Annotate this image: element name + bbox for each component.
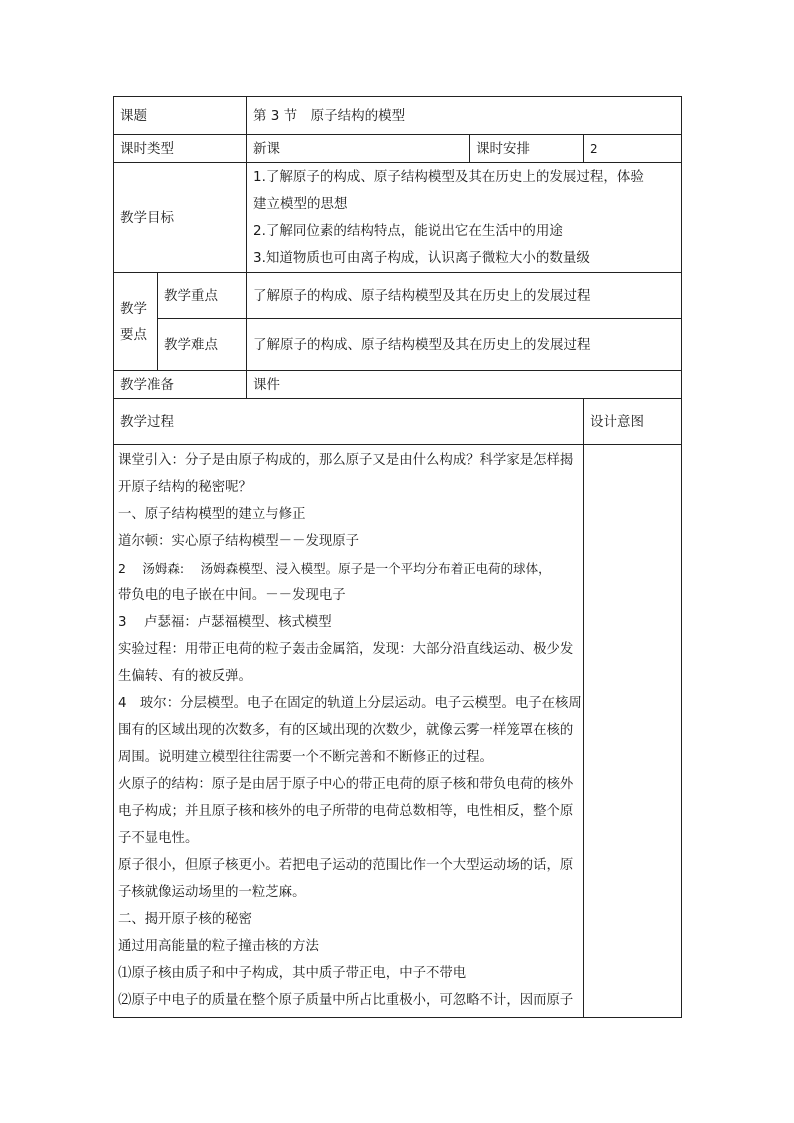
process-line: 围有的区域出现的次数多，有的区域出现的次数少，就像云雾一样笼罩在核的	[118, 723, 574, 738]
process-line: 原子很小，但原子核更小。若把电子运动的范围比作一个大型运动场的话，原	[118, 858, 574, 873]
focus-group-label: 教学 要点	[114, 273, 158, 371]
process-line: 电子构成；并且原子核和核外的电子所带的电荷总数相等，电性相反，整个原	[118, 804, 574, 819]
topic-value: 第 3 节 原子结构的模型	[247, 97, 682, 135]
process-line: 2 汤姆森: 汤姆森模型、浸入模型。原子是一个平均分布着正电荷的球体，	[118, 561, 551, 576]
lesson-type-value: 新课	[247, 135, 470, 163]
schedule-label: 课时安排	[470, 135, 584, 163]
process-line: 子不显电性。	[118, 831, 199, 846]
process-line: 子核就像运动场里的一粒芝麻。	[118, 885, 306, 900]
process-content	[114, 445, 584, 1018]
process-label: 教学过程	[114, 399, 584, 445]
prep-row	[114, 371, 682, 399]
goal-line: 建立模型的思想	[253, 195, 348, 212]
key-point-value: 了解原子的构成、原子结构模型及其在历史上的发展过程	[247, 273, 682, 319]
process-line: 实验过程：用带正电荷的粒子轰击金属箔，发现：大部分沿直线运动、极少发	[118, 642, 574, 657]
goal-line: 2.了解同位素的结构特点，能说出它在生活中的用途	[253, 222, 563, 239]
topic-label: 课题	[114, 97, 247, 135]
process-line: 火原子的结构：原子是由居于原子中心的带正电荷的原子核和带负电荷的核外	[118, 777, 574, 792]
process-line: 二、揭开原子核的秘密	[118, 912, 252, 927]
goals-row	[114, 163, 682, 273]
intent-content	[584, 445, 682, 1018]
goal-line: 3.知道物质也可由离子构成，认识离子微粒大小的数量级	[253, 249, 590, 266]
key-point-label: 教学重点	[158, 273, 247, 319]
lesson-type-row	[114, 135, 682, 163]
topic-row	[114, 97, 682, 135]
prep-value: 课件	[247, 371, 682, 399]
difficult-point-value: 了解原子的构成、原子结构模型及其在历史上的发展过程	[247, 319, 682, 371]
process-line: 4 玻尔：分层模型。电子在固定的轨道上分层运动。电子云模型。电子在核周	[118, 696, 582, 711]
process-line: 一、原子结构模型的建立与修正	[118, 507, 306, 522]
prep-label: 教学准备	[114, 371, 247, 399]
schedule-value: 2	[584, 135, 682, 163]
process-line: 开原子结构的秘密呢？	[118, 480, 252, 495]
goals-label: 教学目标	[114, 163, 247, 273]
process-line: 道尔顿：实心原子结构模型－－发现原子	[118, 534, 360, 549]
lesson-plan-table	[113, 96, 682, 1018]
process-line: 生偏转、有的被反弹。	[118, 669, 252, 684]
difficult-point-label: 教学难点	[158, 319, 247, 371]
lesson-type-label: 课时类型	[114, 135, 247, 163]
intent-label: 设计意图	[584, 399, 682, 445]
process-line: ⑵原子中电子的质量在整个原子质量中所占比重极小，可忽略不计，因而原子	[118, 993, 574, 1008]
key-point-row	[114, 273, 682, 319]
goal-line: 1.了解原子的构成、原子结构模型及其在历史上的发展过程，体验	[253, 168, 644, 185]
process-line: ⑴原子核由质子和中子构成，其中质子带正电，中子不带电	[118, 966, 467, 981]
process-line: 课堂引入：分子是由原子构成的，那么原子又是由什么构成？科学家是怎样揭	[118, 453, 574, 468]
process-body-row	[114, 445, 682, 1018]
process-header-row	[114, 399, 682, 445]
goals-cell	[247, 163, 682, 273]
process-line: 周围。说明建立模型往往需要一个不断完善和不断修正的过程。	[118, 750, 493, 765]
difficult-point-row	[114, 319, 682, 371]
process-line: 通过用高能量的粒子撞击核的方法	[118, 939, 319, 954]
process-line: 3 卢瑟福：卢瑟福模型、核式模型	[118, 615, 332, 630]
process-line: 带负电的电子嵌在中间。－－发现电子	[118, 588, 346, 603]
